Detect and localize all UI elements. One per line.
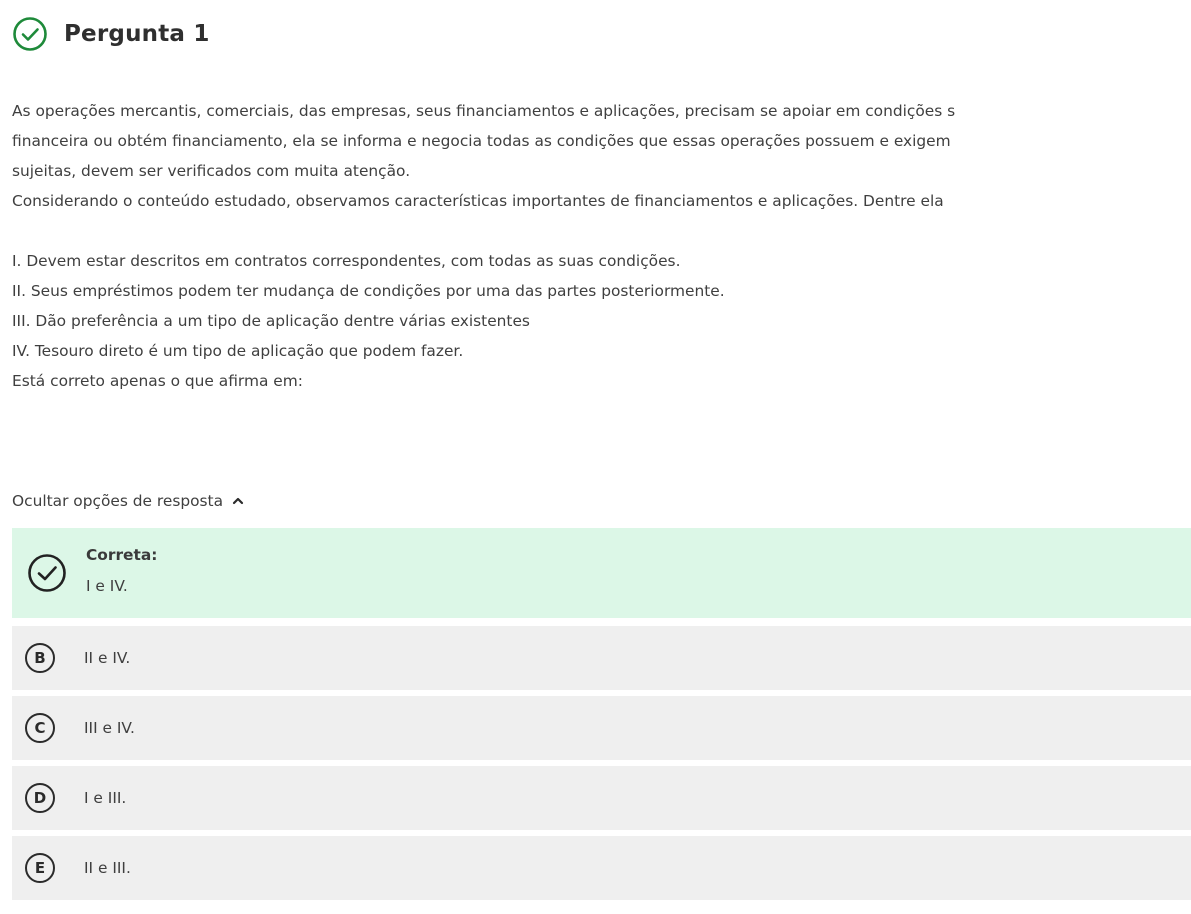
question-body xyxy=(12,96,1191,396)
answer-option-c[interactable] xyxy=(12,696,1191,760)
question-text-line: As operações mercantis, comerciais, das empresas, seus financiamentos e aplicações, precisam se apoiar em condições s xyxy=(12,102,956,120)
answer-option-text: II e III. xyxy=(84,859,131,877)
chevron-up-icon xyxy=(231,494,245,508)
question-title: Pergunta 1 xyxy=(64,21,210,47)
statement-line: III. Dão preferência a um tipo de aplicação dentre várias existentes xyxy=(12,312,530,330)
question-text-line: sujeitas, devem ser verificados com muita atenção. xyxy=(12,162,411,180)
check-circle-icon xyxy=(26,552,68,594)
answer-option-text: I e III. xyxy=(84,789,127,807)
answer-option-text: II e IV. xyxy=(84,649,131,667)
option-letter-badge: D xyxy=(25,783,55,813)
question-text-line: financeira ou obtém financiamento, ela se informa e negocia todas as condições que essas operações possuem e exigem xyxy=(12,132,951,150)
statement-line: IV. Tesouro direto é um tipo de aplicação que podem fazer. xyxy=(12,342,464,360)
statement-line: I. Devem estar descritos em contratos correspondentes, com todas as suas condições. xyxy=(12,252,681,270)
answer-option-text: III e IV. xyxy=(84,719,135,737)
statement-line: II. Seus empréstimos podem ter mudança de condições por uma das partes posteriormente. xyxy=(12,282,725,300)
paragraph-gap xyxy=(12,216,1191,246)
toggle-label: Ocultar opções de resposta xyxy=(12,492,224,510)
option-letter-badge: C xyxy=(25,713,55,743)
question-text-line: Considerando o conteúdo estudado, observamos características importantes de financiamentos e aplicações. Dentre ela xyxy=(12,192,944,210)
answer-options xyxy=(12,528,1191,906)
option-letter-badge: E xyxy=(25,853,55,883)
answer-option-correct[interactable] xyxy=(12,528,1191,618)
answer-option-text: I e IV. xyxy=(86,577,128,595)
answer-option-b[interactable] xyxy=(12,626,1191,690)
check-circle-icon xyxy=(12,16,48,52)
correct-label: Correta: xyxy=(86,546,158,564)
question-prompt: Está correto apenas o que afirma em: xyxy=(12,372,303,390)
question-header xyxy=(12,14,210,54)
option-letter-badge: B xyxy=(25,643,55,673)
answer-option-d[interactable] xyxy=(12,766,1191,830)
hide-answer-options-toggle[interactable] xyxy=(12,487,245,515)
answer-option-e[interactable] xyxy=(12,836,1191,900)
